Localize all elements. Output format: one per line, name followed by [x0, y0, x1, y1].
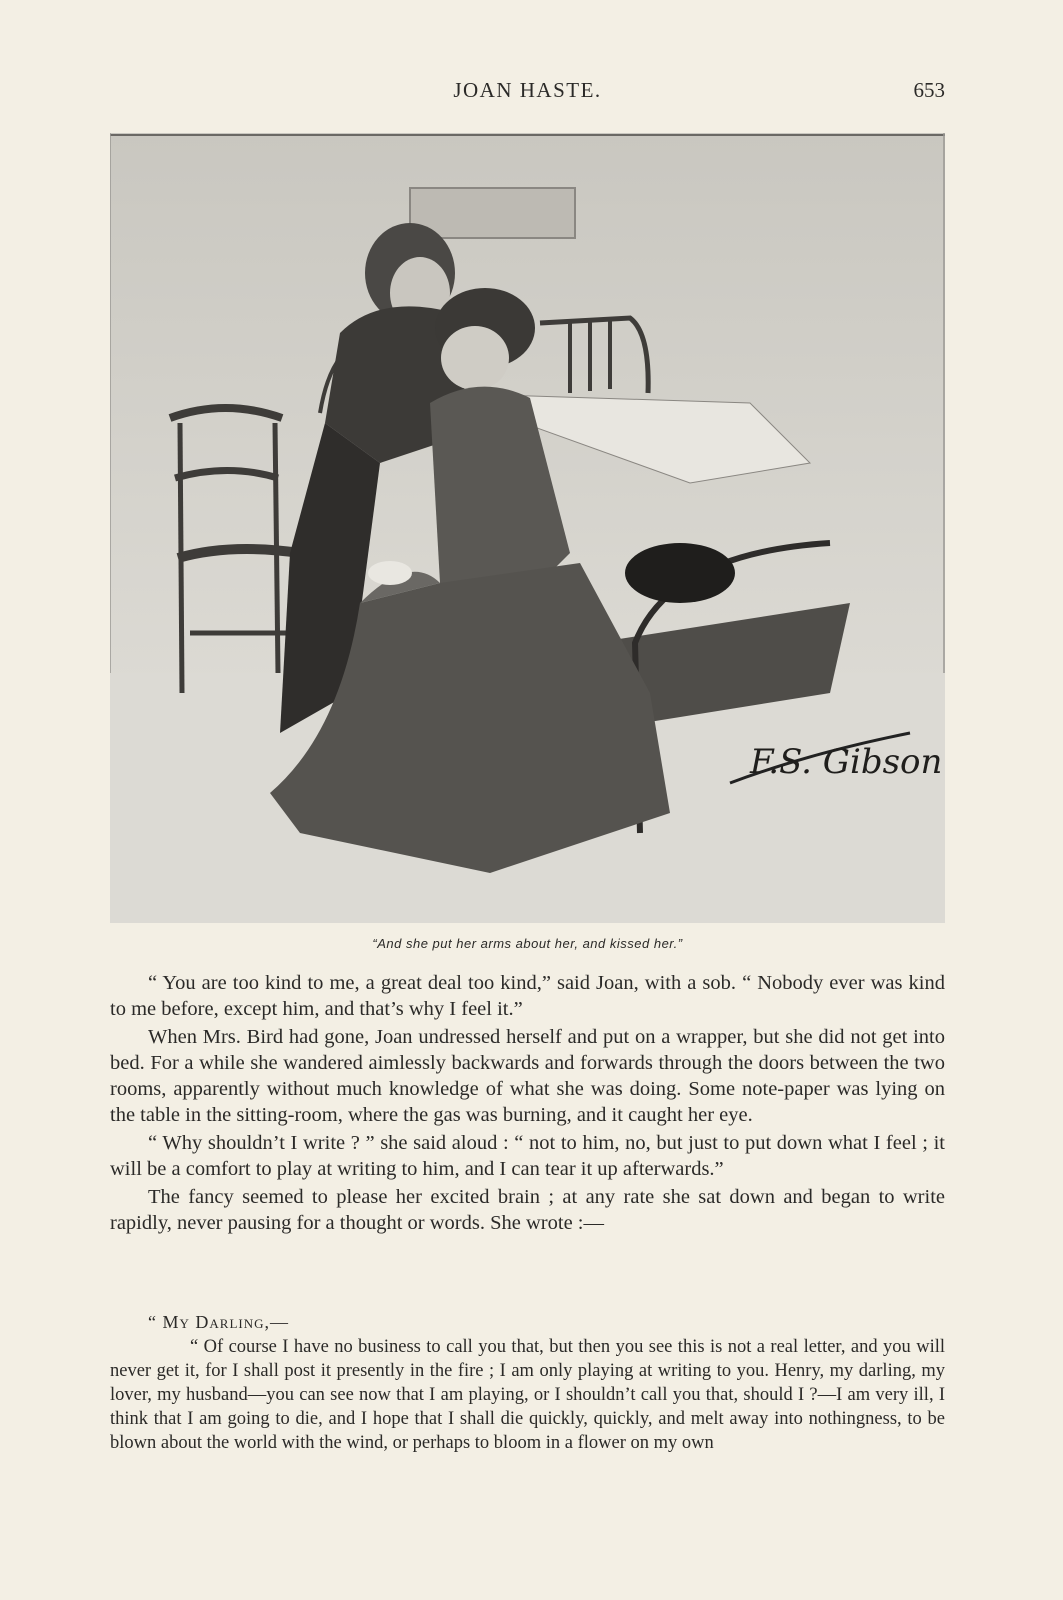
illustration-drawing [110, 133, 945, 923]
handkerchief [368, 561, 412, 585]
running-head [110, 78, 945, 108]
paragraph: “ Why shouldn’t I write ? ” she said aloud : “ not to him, no, but just to put down what I feel ; it will be a comfort to play at writing to him, and I can tear it up afterwards.” [110, 1132, 945, 1180]
paragraph: When Mrs. Bird had gone, Joan undressed herself and put on a wrapper, but she did not get into bed. For a while she wandered aimlessly backwards and forwards through the doors between the two rooms, apparently without much knowledge of what she was doing. Some note-paper was lying on the table in the sitting-room, where the gas was burning, and it caught her eye. [110, 1026, 945, 1126]
letter-text [110, 1335, 945, 1455]
running-title: JOAN HASTE. [453, 78, 602, 102]
page-number: 653 [913, 78, 945, 102]
letter-salutation: “ My Darling,— [148, 1312, 289, 1332]
paragraph: The fancy seemed to please her excited brain ; at any rate she sat down and began to write rapidly, never pausing for a thought or words. She wrote :— [110, 1186, 945, 1234]
letter-paragraph: “ Of course I have no business to call you that, but then you see this is not a real letter, and you will never get it, for I shall post it presently in the fire ; I am only playing at writing to you. Henry, my darling, my lover, my husband—you can see now that I am playing, or I shouldn’t call you that, should I ?—I am very ill, I think that I am going to die, and I hope that I shall die quickly, quickly, and melt away into nothingness, to be blown about the world with the wind, or perhaps to bloom in a flower on my own [110, 1337, 945, 1453]
illustration-caption: “And she put her arms about her, and kissed her.” [372, 936, 683, 951]
wall-picture [410, 188, 575, 238]
artist-signature: F.S. Gibson [750, 742, 943, 782]
paragraph: “ You are too kind to me, a great deal too kind,” said Joan, with a sob. “ Nobody ever was kind to me before, except him, and that’s why I feel it.” [110, 972, 945, 1020]
hat [625, 543, 735, 603]
illustration [110, 133, 945, 923]
body-text [110, 970, 945, 1238]
